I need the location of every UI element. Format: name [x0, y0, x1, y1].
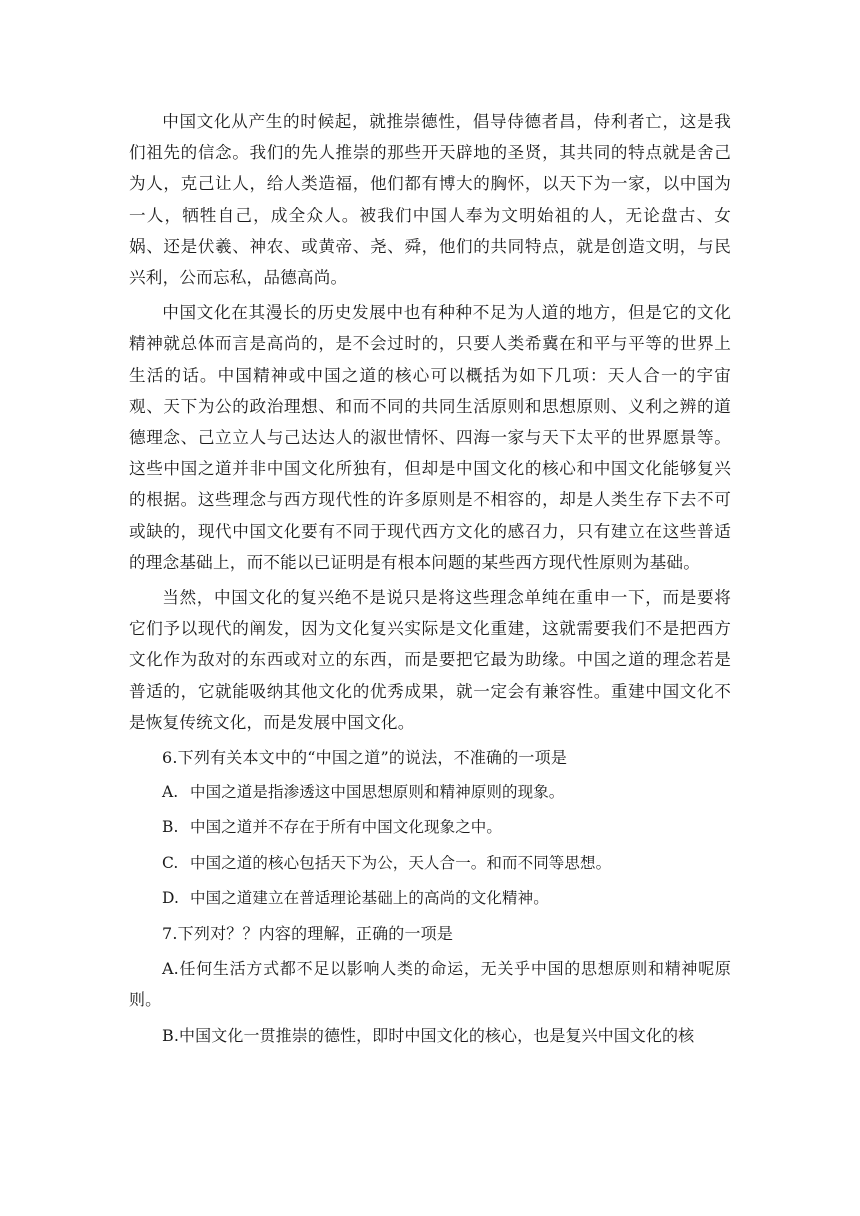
option-letter: D. — [162, 888, 180, 907]
document-page — [129, 106, 731, 1055]
question-7-stem: 7.下列对？？内容的理解，正确的一项是 — [162, 924, 454, 944]
question-6-option-a — [129, 777, 731, 808]
question-7-option-a: A.任何生活方式都不足以影响人类的命运，无关乎中国的思想原则和精神呢原则。 — [129, 959, 731, 1010]
question-6-option-d — [129, 883, 731, 914]
question-6-option-b — [129, 812, 731, 843]
question-6-stem: 6.下列有关本文中的“中国之道”的说法，不准确的一项是 — [162, 748, 568, 768]
option-text: 中国之道建立在普适理论基础上的高尚的文化精神。 — [190, 888, 549, 907]
option-letter: C. — [162, 853, 179, 872]
question-6-option-c — [129, 848, 731, 879]
passage-paragraph-1: 中国文化从产生的时候起，就推崇德性，倡导侍德者昌，侍利者亡，这是我们祖先的信念。我们的先人推崇的那些开天辟地的圣贤，其共同的特点就是舍己为人，克己让人，给人类造福，他们都有博大的胸怀，以天下为一家，以中国为一人，牺牲自己，成全众人。被我们中国人奉为文明始祖的人，无论盘古、女娲、还是伏羲、神农、或黄帝、尧、舜，他们的共同特点，就是创造文明，与民兴利，公而忘私，品德高尚。 — [129, 112, 731, 288]
passage-paragraph-2: 中国文化在其漫长的历史发展中也有种种不足为人道的地方，但是它的文化精神就总体而言是高尚的，是不会过时的，只要人类希冀在和平与平等的世界上生活的话。中国精神或中国之道的核心可以概括为如下几项：天人合一的宇宙观、天下为公的政治理想、和而不同的共同生活原则和思想原则、义利之辨的道德理念、己立立人与己达达人的淑世情怀、四海一家与天下太平的世界愿景等。这些中国之道并非中国文化所独有，但却是中国文化的核心和中国文化能够复兴的根据。这些理念与西方现代性的许多原则是不相容的，却是人类生存下去不可或缺的，现代中国文化要有不同于现代西方文化的感召力，只有建立在这些普适的理念基础上，而不能以已证明是有根本问题的某些西方现代性原则为基础。 — [129, 303, 731, 572]
option-text: 中国之道并不存在于所有中国文化现象之中。 — [190, 818, 503, 837]
question-7-option-b: B.中国文化一贯推崇的德性，即时中国文化的核心，也是复兴中国文化的核 — [162, 1025, 695, 1045]
passage-paragraph-3: 当然，中国文化的复兴绝不是说只是将这些理念单纯在重申一下，而是要将它们予以现代的阐发，因为文化复兴实际是文化重建，这就需要我们不是把西方文化作为敌对的东西或对立的东西，而是要把它最为助缘。中国之道的理念若是普适的，它就能吸纳其他文化的优秀成果，就一定会有兼容性。重建中国文化不是恢复传统文化，而是发展中国文化。 — [129, 588, 731, 732]
option-text: 中国之道是指渗透这中国思想原则和精神原则的现象。 — [190, 783, 565, 802]
option-text: 中国之道的核心包括天下为公，天人合一。和而不同等思想。 — [190, 853, 612, 872]
option-letter: A. — [162, 783, 179, 802]
option-letter: B. — [162, 818, 179, 837]
